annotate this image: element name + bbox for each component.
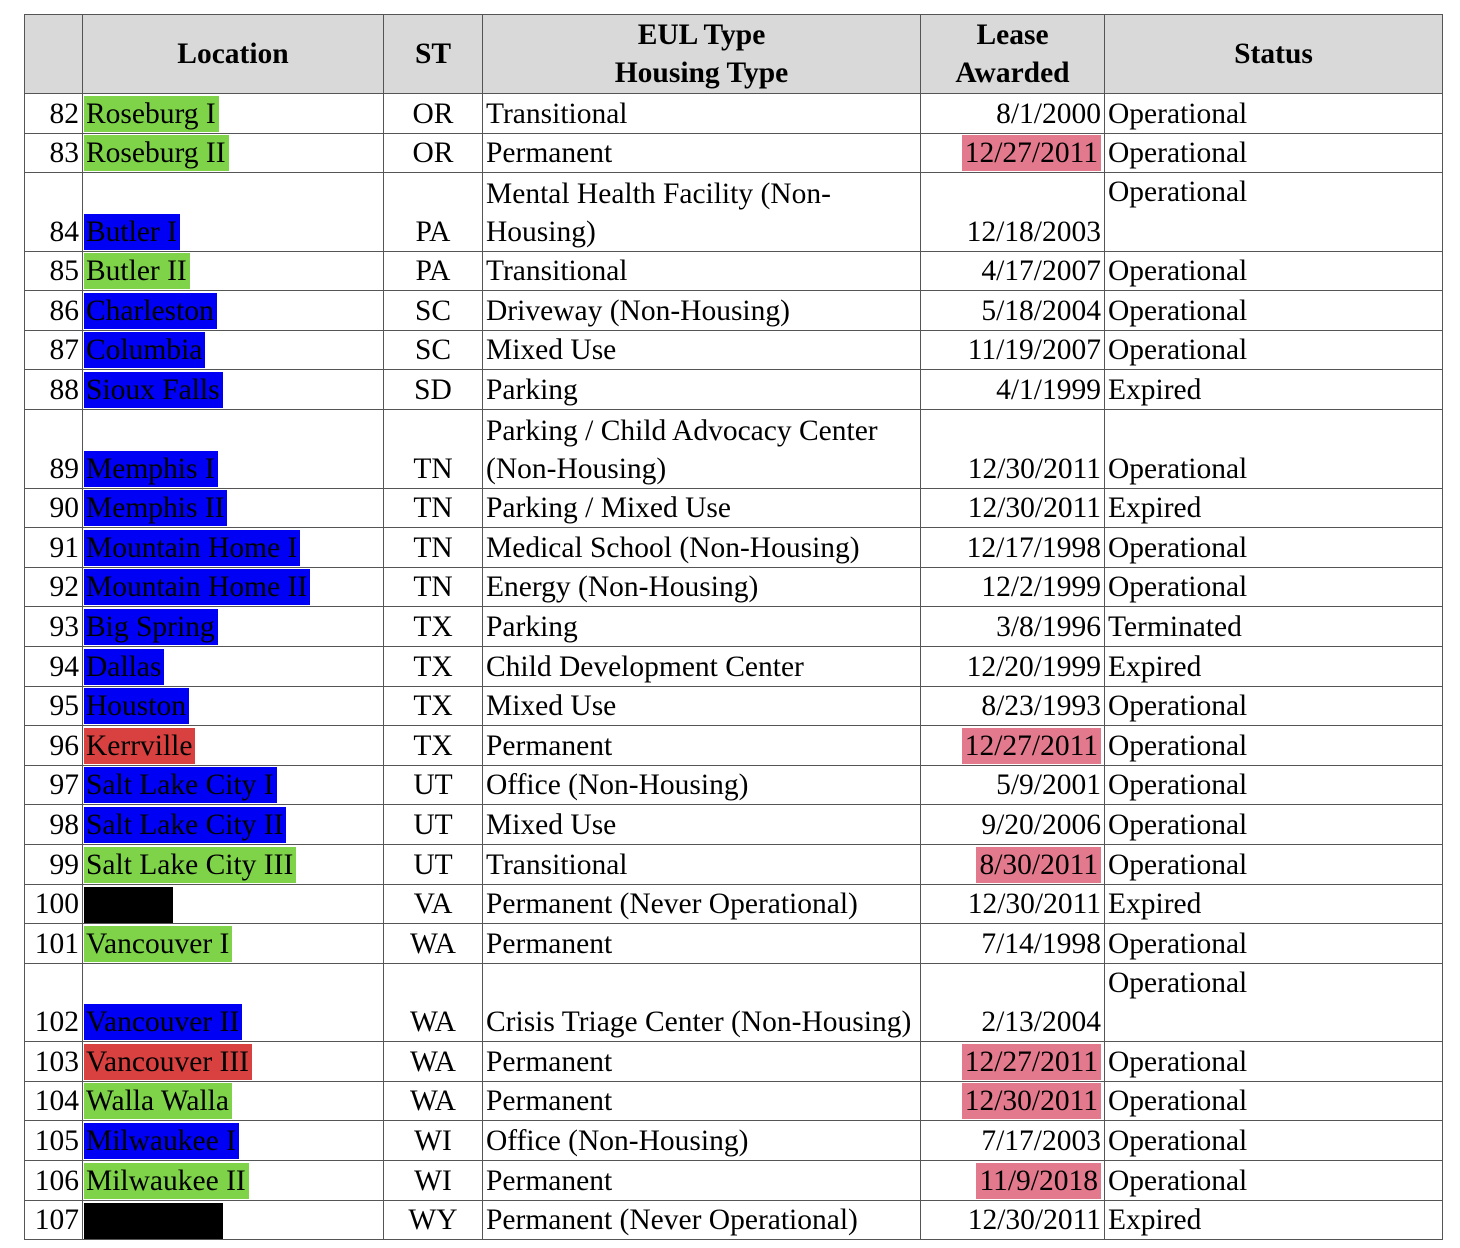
table-row [25,765,1443,805]
row-number: 106 [25,1160,83,1200]
housing-type: Mixed Use [483,805,921,845]
location-name: Salt Lake City III [84,847,296,883]
location-name: Sioux Falls [84,372,223,408]
status-cell: Operational [1105,963,1443,1042]
state-code: UT [384,805,483,845]
header-row [25,15,1443,94]
table-row [25,884,1443,924]
table-body [25,94,1443,1240]
location-name: Butler I [84,214,180,250]
table-row [25,133,1443,173]
state-code: SC [384,330,483,370]
state-code: VA [384,884,483,924]
status-cell: Operational [1105,805,1443,845]
location-cell [83,173,384,252]
location-name: Salt Lake City I [84,767,277,803]
table-row [25,291,1443,331]
table-row [25,805,1443,845]
status-cell: Expired [1105,646,1443,686]
table-row [25,528,1443,568]
row-number: 102 [25,963,83,1042]
location-name: Mountain Home I [84,530,300,566]
row-number: 88 [25,370,83,410]
table-header [25,15,1443,94]
housing-type: Crisis Triage Center (Non-Housing) [483,963,921,1042]
row-number: 104 [25,1081,83,1121]
row-number: 85 [25,251,83,291]
location-name: Butler II [84,253,190,289]
status-cell: Operational [1105,1160,1443,1200]
status-cell: Operational [1105,133,1443,173]
row-number: 107 [25,1200,83,1240]
table-row [25,370,1443,410]
housing-type: Permanent (Never Operational) [483,1200,921,1240]
table-row [25,607,1443,647]
table-row [25,686,1443,726]
location-cell [83,1160,384,1200]
location-name: Dallas [84,649,164,685]
lease-awarded-date: 4/17/2007 [921,251,1105,291]
status-cell: Operational [1105,94,1443,134]
state-code: PA [384,173,483,252]
lease-awarded-date: 12/17/1998 [921,528,1105,568]
state-code: WI [384,1160,483,1200]
state-code: TN [384,410,483,489]
location-cell [83,1200,384,1240]
table-row [25,251,1443,291]
housing-type: Office (Non-Housing) [483,1121,921,1161]
location-cell [83,805,384,845]
lease-awarded-date [921,1081,1105,1121]
lease-awarded-date: 8/23/1993 [921,686,1105,726]
state-code: WI [384,1121,483,1161]
housing-type: Child Development Center [483,646,921,686]
status-cell: Operational [1105,410,1443,489]
location-cell [83,567,384,607]
housing-type: Parking / Child Advocacy Center (Non-Housing) [483,410,921,489]
state-code: TN [384,488,483,528]
lease-awarded-date: 12/2/1999 [921,567,1105,607]
status-cell: Expired [1105,370,1443,410]
status-cell: Operational [1105,173,1443,252]
housing-type: Permanent [483,133,921,173]
header-eul-type [483,15,921,94]
header-state: ST [384,15,483,94]
state-code: TX [384,726,483,766]
location-cell [83,410,384,489]
status-cell: Expired [1105,884,1443,924]
state-code: TN [384,567,483,607]
lease-awarded-date: 7/14/1998 [921,924,1105,964]
table-row [25,1160,1443,1200]
status-cell: Operational [1105,844,1443,884]
housing-type: Permanent [483,1160,921,1200]
header-location: Location [83,15,384,94]
highlighted-date: 11/9/2018 [976,1163,1101,1199]
redaction-block [84,887,173,923]
location-cell [83,94,384,134]
status-cell: Operational [1105,765,1443,805]
state-code: SC [384,291,483,331]
row-number: 89 [25,410,83,489]
lease-awarded-date: 5/9/2001 [921,765,1105,805]
row-number: 86 [25,291,83,331]
lease-awarded-date: 12/30/2011 [921,884,1105,924]
row-number: 87 [25,330,83,370]
location-name: Kerrville [84,728,195,764]
state-code: TX [384,607,483,647]
status-cell: Operational [1105,924,1443,964]
status-cell: Operational [1105,567,1443,607]
lease-awarded-date: 12/20/1999 [921,646,1105,686]
housing-type: Permanent [483,924,921,964]
location-cell [83,1042,384,1082]
location-name: Milwaukee I [84,1123,239,1159]
row-number: 95 [25,686,83,726]
row-number: 97 [25,765,83,805]
table-row [25,726,1443,766]
location-cell [83,924,384,964]
location-name: Roseburg I [84,96,219,132]
housing-type: Transitional [483,844,921,884]
lease-awarded-date: 12/18/2003 [921,173,1105,252]
lease-awarded-date: 11/19/2007 [921,330,1105,370]
location-name: Milwaukee II [84,1163,249,1199]
housing-type: Parking [483,607,921,647]
row-number: 98 [25,805,83,845]
status-cell: Operational [1105,291,1443,331]
housing-type: Permanent [483,1081,921,1121]
lease-awarded-date: 9/20/2006 [921,805,1105,845]
location-name: Salt Lake City II [84,807,286,843]
lease-awarded-date: 12/30/2011 [921,410,1105,489]
table-row [25,963,1443,1042]
location-name: Charleston [84,293,217,329]
table-row [25,1042,1443,1082]
redaction-block [84,1203,223,1239]
status-cell: Expired [1105,488,1443,528]
state-code: UT [384,844,483,884]
location-name: Big Spring [84,609,218,645]
table-row [25,94,1443,134]
row-number: 103 [25,1042,83,1082]
location-cell [83,844,384,884]
state-code: OR [384,133,483,173]
row-number: 82 [25,94,83,134]
row-number: 84 [25,173,83,252]
highlighted-date: 12/30/2011 [962,1083,1101,1119]
housing-type: Parking [483,370,921,410]
highlighted-date: 12/27/2011 [962,135,1101,171]
row-number: 100 [25,884,83,924]
table-row [25,488,1443,528]
row-number: 105 [25,1121,83,1161]
row-number: 91 [25,528,83,568]
location-cell [83,488,384,528]
housing-type: Driveway (Non-Housing) [483,291,921,331]
highlighted-date: 8/30/2011 [976,847,1101,883]
location-cell [83,1121,384,1161]
lease-awarded-date [921,726,1105,766]
state-code: TN [384,528,483,568]
header-lease-line2: Awarded [955,57,1070,89]
lease-awarded-date: 12/30/2011 [921,1200,1105,1240]
header-eul-type-line2: Housing Type [614,57,789,89]
location-name: Memphis I [84,451,218,487]
location-cell [83,726,384,766]
housing-type: Energy (Non-Housing) [483,567,921,607]
location-name: Walla Walla [84,1083,232,1119]
housing-type: Permanent [483,1042,921,1082]
state-code: UT [384,765,483,805]
lease-awarded-date [921,844,1105,884]
lease-awarded-date [921,1042,1105,1082]
row-number: 90 [25,488,83,528]
table-row [25,330,1443,370]
row-number: 101 [25,924,83,964]
status-cell: Terminated [1105,607,1443,647]
state-code: WA [384,963,483,1042]
location-cell [83,330,384,370]
row-number: 99 [25,844,83,884]
lease-awarded-date: 2/13/2004 [921,963,1105,1042]
status-cell: Operational [1105,330,1443,370]
status-cell: Expired [1105,1200,1443,1240]
lease-awarded-date [921,1160,1105,1200]
state-code: WA [384,1042,483,1082]
location-name: Vancouver I [84,926,232,962]
header-status: Status [1105,15,1443,94]
housing-type: Medical School (Non-Housing) [483,528,921,568]
location-name: Roseburg II [84,135,229,171]
status-cell: Operational [1105,1042,1443,1082]
state-code: TX [384,686,483,726]
lease-awarded-date: 3/8/1996 [921,607,1105,647]
table-row [25,173,1443,252]
location-cell [83,370,384,410]
table-row [25,410,1443,489]
housing-type: Mental Health Facility (Non-Housing) [483,173,921,252]
housing-type: Mixed Use [483,330,921,370]
header-number [25,15,83,94]
lease-awarded-date: 4/1/1999 [921,370,1105,410]
location-name: Vancouver II [84,1004,242,1040]
state-code: TX [384,646,483,686]
location-name: Houston [84,688,189,724]
status-cell: Operational [1105,686,1443,726]
table-row [25,1200,1443,1240]
location-cell [83,607,384,647]
housing-type: Office (Non-Housing) [483,765,921,805]
state-code: WA [384,924,483,964]
location-cell [83,251,384,291]
housing-type: Permanent [483,726,921,766]
location-cell [83,528,384,568]
housing-type: Transitional [483,251,921,291]
location-cell [83,133,384,173]
header-eul-type-line1: EUL Type [637,19,766,51]
housing-type: Mixed Use [483,686,921,726]
status-cell: Operational [1105,528,1443,568]
housing-type: Transitional [483,94,921,134]
state-code: WY [384,1200,483,1240]
table-row [25,924,1443,964]
row-number: 96 [25,726,83,766]
header-lease-awarded [921,15,1105,94]
lease-awarded-date: 7/17/2003 [921,1121,1105,1161]
location-cell [83,686,384,726]
location-cell [83,963,384,1042]
housing-type: Permanent (Never Operational) [483,884,921,924]
location-name: Columbia [84,332,205,368]
row-number: 83 [25,133,83,173]
row-number: 92 [25,567,83,607]
state-code: OR [384,94,483,134]
location-name: Vancouver III [84,1044,252,1080]
table-row [25,567,1443,607]
state-code: PA [384,251,483,291]
highlighted-date: 12/27/2011 [962,728,1101,764]
housing-type: Parking / Mixed Use [483,488,921,528]
lease-awarded-date: 8/1/2000 [921,94,1105,134]
header-lease-line1: Lease [976,19,1049,51]
status-cell: Operational [1105,1081,1443,1121]
eul-lease-table [24,14,1443,1240]
location-name: Mountain Home II [84,569,310,605]
state-code: WA [384,1081,483,1121]
status-cell: Operational [1105,251,1443,291]
location-cell [83,646,384,686]
table-row [25,844,1443,884]
lease-awarded-date: 12/30/2011 [921,488,1105,528]
row-number: 94 [25,646,83,686]
location-cell [83,884,384,924]
status-cell: Operational [1105,726,1443,766]
table-row [25,1121,1443,1161]
location-cell [83,765,384,805]
table-row [25,1081,1443,1121]
location-cell [83,1081,384,1121]
table-row [25,646,1443,686]
highlighted-date: 12/27/2011 [962,1044,1101,1080]
state-code: SD [384,370,483,410]
location-name: Memphis II [84,490,227,526]
status-cell: Operational [1105,1121,1443,1161]
row-number: 93 [25,607,83,647]
lease-awarded-date: 5/18/2004 [921,291,1105,331]
lease-awarded-date [921,133,1105,173]
location-cell [83,291,384,331]
